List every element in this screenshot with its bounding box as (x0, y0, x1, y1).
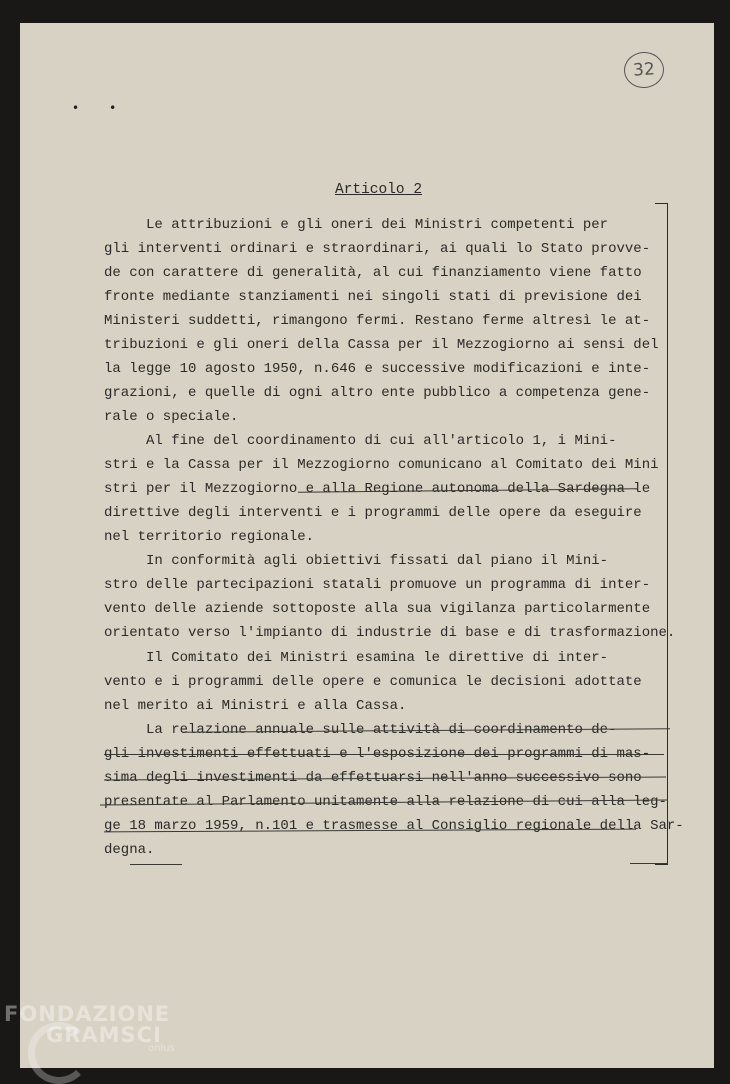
text-line: de con carattere di generalità, al cui finanziamento viene fatto (104, 265, 642, 281)
watermark-line1: FONDAZIONE (4, 1002, 171, 1026)
watermark-line3: onlus (148, 1043, 175, 1054)
text-line: orientato verso l'impianto di industrie di base e di trasformazione. (104, 625, 676, 642)
text-line: ge 18 marzo 1959, n.101 e trasmesse al Consiglio regionale della Sar- (104, 817, 684, 834)
watermark-emblem (28, 1022, 90, 1084)
punch-marks: •• (72, 101, 147, 115)
text-line: La relazione annuale sulle attività di coordinamento de- (104, 721, 617, 738)
text-line: direttive degli interventi e i programmi delle opere da eseguire (104, 505, 642, 522)
text-line: vento e i programmi delle opere e comunica le decisioni adottate (104, 673, 642, 690)
text-line: Al fine del coordinamento di cui all'articolo 1, i Mini- (104, 433, 617, 450)
margin-bracket (655, 203, 668, 865)
watermark-line2: GRAMSCI (46, 1023, 162, 1047)
handwritten-underline (104, 754, 664, 755)
text-line: Le attribuzioni e gli oneri dei Ministri competenti per (104, 217, 609, 233)
margin-bracket-foot (630, 863, 668, 864)
text-line: stri e la Cassa per il Mezzogiorno comunicano al Comitato dei Mini (104, 457, 659, 474)
text-line: nel merito ai Ministri e alla Cassa. (104, 697, 407, 714)
text-line: degna. (104, 841, 155, 858)
text-line: Ministeri suddetti, rimangono fermi. Restano ferme altresì le at- (104, 313, 651, 329)
text-line: Il Comitato dei Ministri esamina le direttive di inter- (104, 649, 609, 666)
text-line: sima degli investimenti da effettuarsi nell'anno successivo sono (104, 769, 642, 786)
text-line: In conformità agli obiettivi fissati dal piano il Mini- (104, 553, 609, 570)
text-line: grazioni, e quelle di ogni altro ente pubblico a competenza gene- (104, 385, 651, 401)
text-line: rale o speciale. (104, 409, 239, 425)
text-line: stro delle partecipazioni statali promuove un programma di inter- (104, 577, 651, 594)
text-line: stri per il Mezzogiorno e alla Regione autonoma della Sardegna le (104, 481, 651, 498)
text-line: presentate al Parlamento unitamente alla relazione di cui alla leg- (104, 793, 667, 810)
text-line: vento delle aziende sottoposte alla sua vigilanza particolarmente (104, 601, 651, 618)
article-title: Articolo 2 (335, 182, 423, 198)
page-number-stamp: 32 (623, 51, 665, 90)
text-line: gli investimenti effettuati e l'esposizione dei programmi di mas- (104, 745, 651, 762)
text-line: tribuzioni e gli oneri della Cassa per il Mezzogiorno ai sensi del (104, 337, 659, 353)
text-line: fronte mediante stanziamenti nei singoli stati di previsione dei (104, 289, 642, 305)
text-line: nel territorio regionale. (104, 529, 315, 546)
text-line: gli interventi ordinari e straordinari, ai quali lo Stato provve- (104, 241, 651, 257)
text-line: la legge 10 agosto 1950, n.646 e successive modificazioni e inte- (104, 361, 651, 377)
handwritten-underline (130, 864, 182, 865)
